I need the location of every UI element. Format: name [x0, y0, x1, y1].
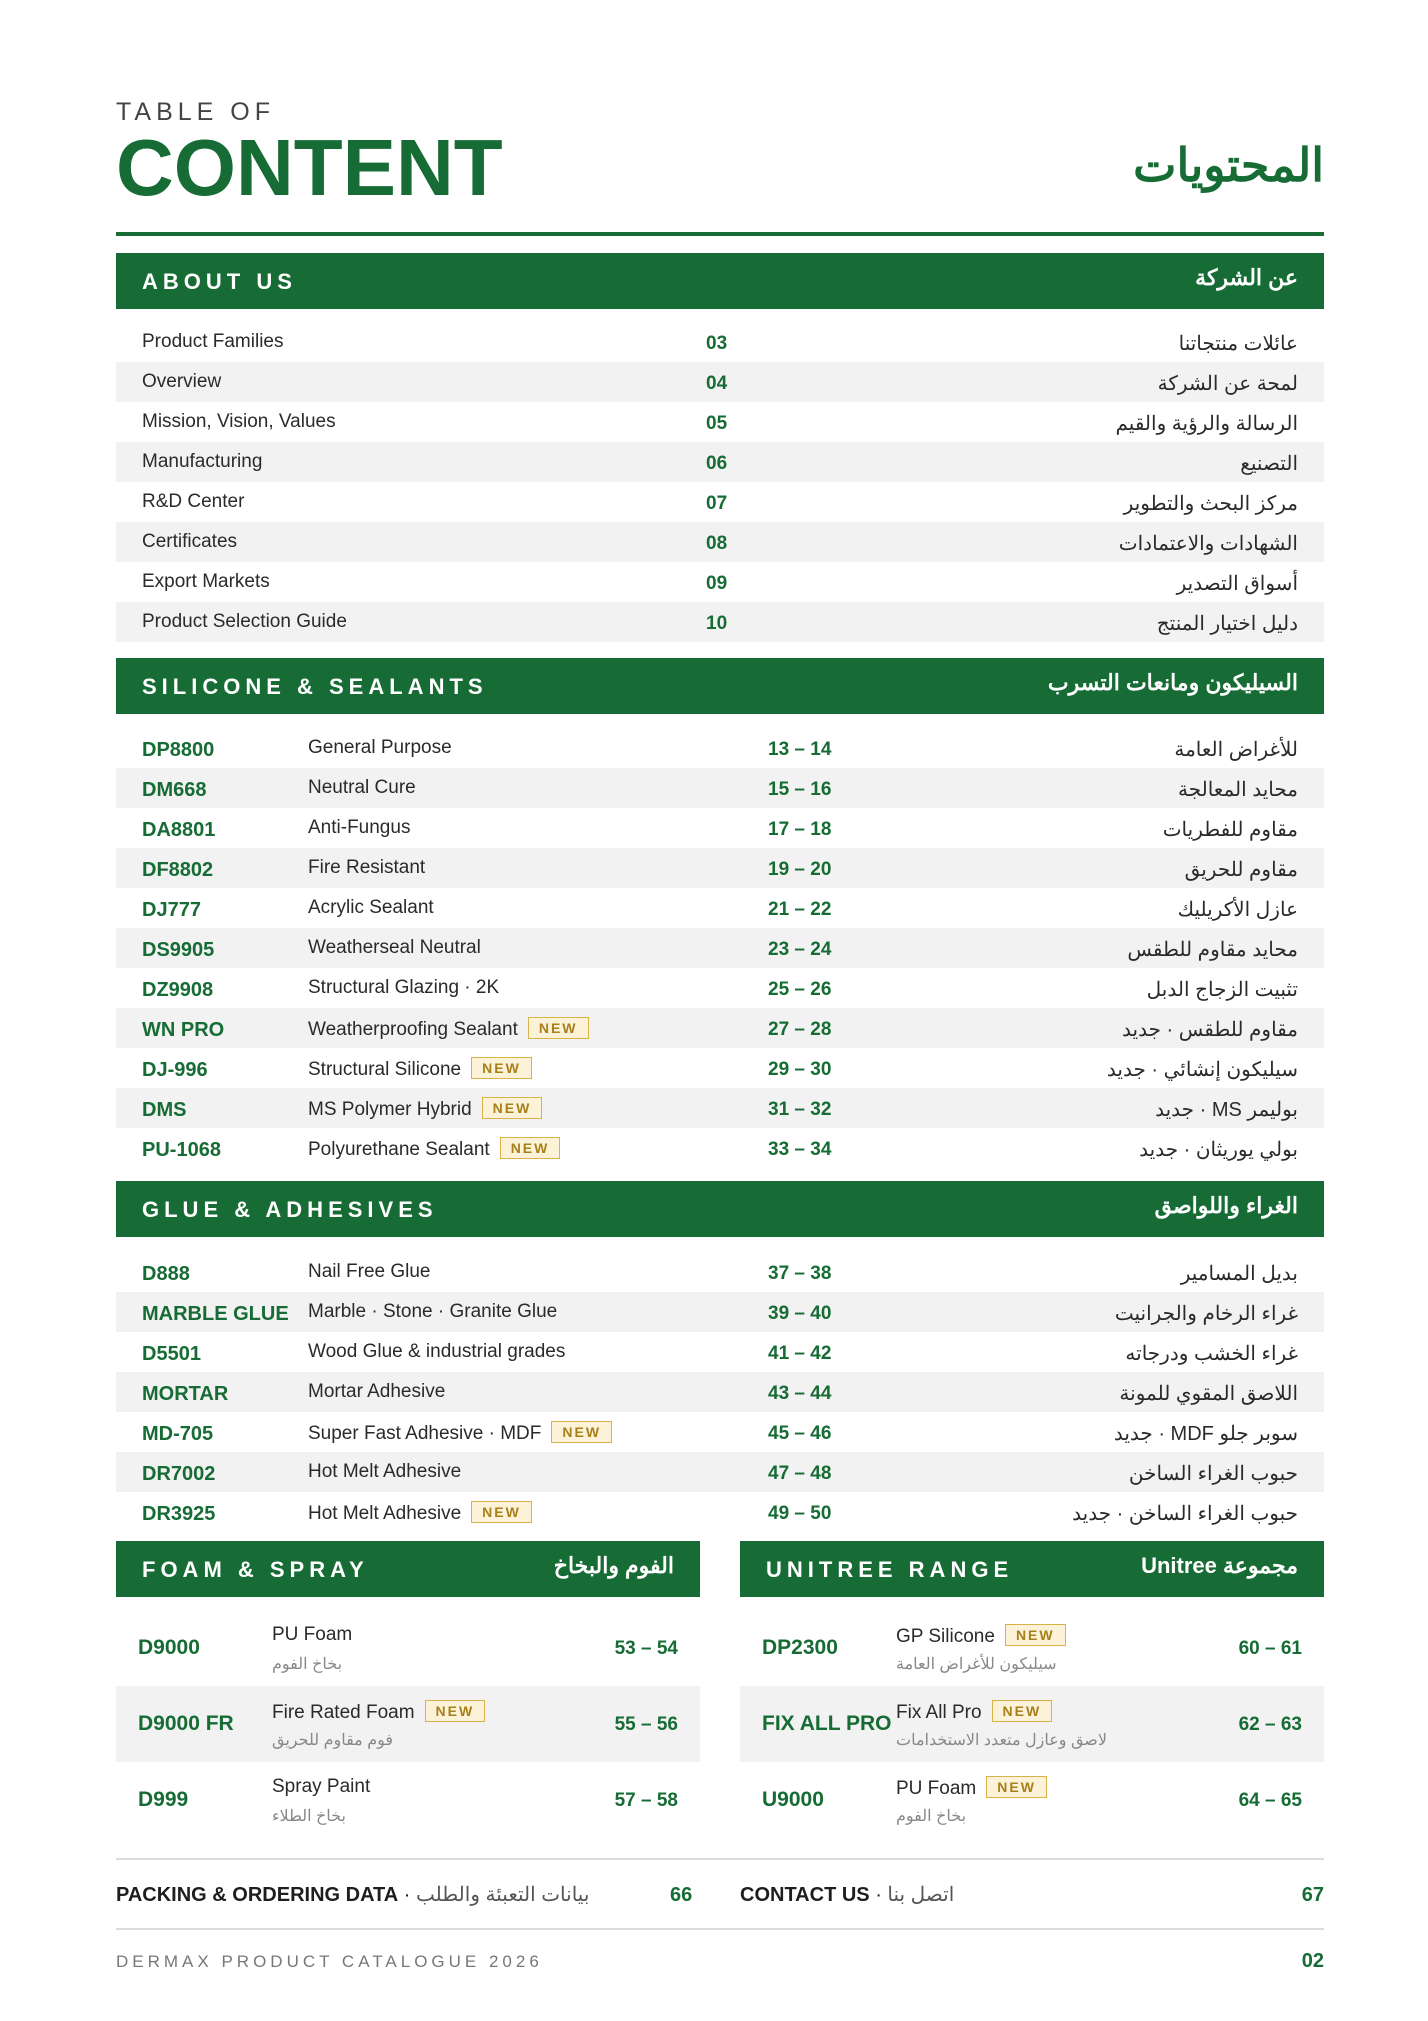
packing-title-en: PACKING & ORDERING DATA — [116, 1884, 399, 1906]
entry-title-en: Product Families — [142, 331, 284, 352]
product-description — [308, 1381, 445, 1403]
product-pages: 13 – 14 — [768, 739, 832, 760]
product-row[interactable] — [116, 728, 1324, 768]
product-title-ar: للأغراض العامة — [1174, 739, 1298, 761]
entry-title-ar: دليل اختيار المنتج — [1156, 613, 1298, 635]
section-header-glue — [116, 1181, 1324, 1237]
product-name-text: Fire Rated Foam — [272, 1702, 415, 1723]
entry-page: 07 — [706, 493, 728, 514]
product-title-ar: غراء الرخام والجرانيت — [1114, 1303, 1298, 1325]
section-title-ar: عن الشركة — [1195, 265, 1298, 290]
product-description — [308, 1461, 461, 1483]
section-header-silicone — [116, 658, 1324, 714]
product-title-ar: بديل المسامير — [1180, 1263, 1298, 1285]
product-pages: 19 – 20 — [768, 859, 832, 880]
product-title-ar: بولي يوريثان · جديد — [1139, 1139, 1298, 1161]
foam-list — [116, 1610, 700, 1838]
product-subtitle-ar: فوم مقاوم للحريق — [272, 1732, 394, 1749]
product-code: U9000 — [762, 1788, 824, 1811]
contact-page: 67 — [1301, 1884, 1324, 1906]
page-number: 02 — [1301, 1950, 1324, 1972]
product-pages: 37 – 38 — [768, 1263, 832, 1284]
product-description — [308, 1057, 532, 1081]
section-title-en: FOAM & SPRAY — [142, 1557, 369, 1582]
product-row[interactable] — [116, 1088, 1324, 1128]
product-description — [308, 1137, 560, 1161]
section-header-unitree — [740, 1541, 1324, 1597]
product-code: WN PRO — [142, 1019, 225, 1041]
product-code: D9000 FR — [138, 1712, 234, 1735]
toc-row[interactable] — [116, 522, 1324, 562]
product-code: PU-1068 — [142, 1139, 221, 1161]
entry-title-ar: لمحة عن الشركة — [1157, 373, 1298, 395]
product-pages: 49 – 50 — [768, 1503, 832, 1524]
product-card[interactable] — [116, 1762, 700, 1838]
product-code: DJ-996 — [142, 1059, 208, 1081]
product-description-text: Mortar Adhesive — [308, 1381, 446, 1402]
entry-title-ar: أسواق التصدير — [1176, 573, 1298, 595]
product-subtitle-ar: بخاخ الفوم — [896, 1808, 967, 1825]
section-header-about — [116, 253, 1324, 309]
product-pages: 41 – 42 — [768, 1343, 832, 1364]
product-row[interactable] — [116, 888, 1324, 928]
product-pages: 64 – 65 — [1238, 1790, 1302, 1811]
entry-title-en: Mission, Vision, Values — [142, 411, 336, 432]
header-divider — [116, 232, 1324, 236]
product-card[interactable] — [740, 1610, 1324, 1686]
entry-title-en: Export Markets — [142, 571, 270, 592]
product-title-ar: مقاوم للحريق — [1184, 859, 1298, 881]
entry-title-en: Certificates — [142, 531, 238, 552]
header-arabic-title: المحتويات — [1133, 139, 1324, 191]
product-pages: 27 – 28 — [768, 1019, 832, 1040]
product-name — [896, 1776, 1047, 1800]
product-description-text: Wood Glue & industrial grades — [308, 1341, 566, 1362]
product-subtitle-ar: بخاخ الطلاء — [272, 1808, 346, 1825]
product-name — [272, 1624, 352, 1646]
section-title-ar: السيليكون ومانعات التسرب — [1047, 670, 1298, 695]
product-title-ar: عازل الأكريليك — [1177, 899, 1298, 921]
product-description-text: Structural Silicone — [308, 1059, 462, 1080]
product-pages: 55 – 56 — [614, 1714, 678, 1735]
toc-row[interactable] — [116, 562, 1324, 602]
footer-divider-bottom — [116, 1928, 1324, 1930]
separator-dot: · — [403, 1884, 416, 1906]
product-pages: 15 – 16 — [768, 779, 832, 800]
product-title-ar: حبوب الغراء الساخن · جديد — [1072, 1503, 1298, 1525]
toc-row[interactable] — [116, 602, 1324, 642]
entry-title-ar: مركز البحث والتطوير — [1123, 493, 1298, 515]
new-badge: NEW — [425, 1700, 486, 1722]
toc-row[interactable] — [116, 442, 1324, 482]
product-description-text: Weatherproofing Sealant — [308, 1019, 518, 1040]
footer-divider-top — [116, 1858, 1324, 1860]
section-title-ar: الغراء واللواصق — [1154, 1193, 1298, 1218]
product-code: D999 — [138, 1788, 189, 1811]
product-description-text: General Purpose — [308, 737, 452, 758]
product-title-ar: سيليكون إنشائي · جديد — [1106, 1059, 1298, 1081]
entry-title-en: R&D Center — [142, 491, 245, 512]
product-pages: 43 – 44 — [768, 1383, 832, 1404]
section-title-en: GLUE & ADHESIVES — [142, 1197, 438, 1222]
product-name-text: Fix All Pro — [896, 1702, 982, 1723]
product-row[interactable] — [116, 1412, 1324, 1452]
product-row[interactable] — [116, 1332, 1324, 1372]
unitree-column — [740, 1541, 1324, 1838]
product-pages: 23 – 24 — [768, 939, 832, 960]
product-code: DF8802 — [142, 859, 214, 881]
product-title-ar: محايد مقاوم للطقس — [1127, 939, 1298, 961]
header-small-title: TABLE OF — [116, 98, 276, 126]
section-title-ar: مجموعة Unitree — [1141, 1553, 1298, 1578]
product-code: DM668 — [142, 779, 207, 801]
product-description — [308, 1301, 557, 1323]
product-row[interactable] — [116, 1252, 1324, 1292]
product-code: DA8801 — [142, 819, 216, 841]
new-badge: NEW — [1005, 1624, 1066, 1646]
product-description-text: Acrylic Sealant — [308, 897, 434, 918]
product-card[interactable] — [740, 1762, 1324, 1838]
product-description — [308, 1017, 589, 1041]
separator-dot: · — [875, 1884, 888, 1906]
entry-page: 03 — [706, 333, 728, 354]
entry-page: 06 — [706, 453, 728, 474]
product-subtitle-ar: لاصق وعازل متعدد الاستخدامات — [896, 1732, 1108, 1749]
product-name — [896, 1700, 1052, 1724]
product-card[interactable] — [116, 1610, 700, 1686]
product-description-text: Structural Glazing · 2K — [308, 977, 500, 998]
product-description-text: Fire Resistant — [308, 857, 426, 878]
product-row[interactable] — [116, 848, 1324, 888]
section-title-en: SILICONE & SEALANTS — [142, 674, 488, 699]
toc-row[interactable] — [116, 402, 1324, 442]
product-subtitle-ar: بخاخ الفوم — [272, 1656, 343, 1673]
entry-title-en: Overview — [142, 371, 222, 392]
product-pages: 29 – 30 — [768, 1059, 832, 1080]
product-code: DR3925 — [142, 1503, 216, 1525]
packing-link[interactable] — [116, 1882, 589, 1907]
packing-title-ar: بيانات التعبئة والطلب — [416, 1884, 590, 1906]
product-description-text: Weatherseal Neutral — [308, 937, 481, 958]
product-name — [272, 1700, 485, 1724]
entry-page: 04 — [706, 373, 728, 394]
new-badge: NEW — [500, 1137, 561, 1159]
packing-page: 66 — [670, 1884, 693, 1906]
product-description — [308, 777, 416, 799]
product-description-text: Marble · Stone · Granite Glue — [308, 1301, 558, 1322]
product-code: DS9905 — [142, 939, 215, 961]
entry-page: 05 — [706, 413, 728, 434]
new-badge: NEW — [471, 1501, 532, 1523]
product-code: MD-705 — [142, 1423, 214, 1445]
product-name-text: GP Silicone — [896, 1626, 995, 1647]
section-title-en: UNITREE RANGE — [766, 1557, 1014, 1582]
product-description-text: Super Fast Adhesive · MDF — [308, 1423, 542, 1444]
product-pages: 31 – 32 — [768, 1099, 832, 1120]
product-description-text: Neutral Cure — [308, 777, 416, 798]
product-row[interactable] — [116, 808, 1324, 848]
new-badge: NEW — [528, 1017, 589, 1039]
entry-title-ar: الشهادات والاعتمادات — [1118, 533, 1298, 555]
product-description — [308, 897, 434, 919]
product-description-text: MS Polymer Hybrid — [308, 1099, 472, 1120]
entry-title-ar: الرسالة والرؤية والقيم — [1115, 413, 1298, 435]
section-title-en: ABOUT US — [142, 269, 297, 294]
product-pages: 53 – 54 — [614, 1638, 678, 1659]
product-title-ar: مقاوم للطقس · جديد — [1122, 1019, 1298, 1041]
product-title-ar: تثبيت الزجاج الدبل — [1146, 979, 1298, 1001]
product-description — [308, 817, 410, 839]
product-pages: 25 – 26 — [768, 979, 832, 1000]
product-name-text: PU Foam — [896, 1778, 977, 1799]
unitree-list — [740, 1610, 1324, 1838]
contact-link[interactable] — [740, 1882, 954, 1907]
new-badge: NEW — [992, 1700, 1053, 1722]
product-code: D888 — [142, 1263, 190, 1285]
product-description — [308, 857, 425, 879]
product-title-ar: بوليمر MS · جديد — [1155, 1099, 1298, 1121]
entry-page: 10 — [706, 613, 728, 634]
new-badge: NEW — [551, 1421, 612, 1443]
product-row[interactable] — [116, 1008, 1324, 1048]
toc-row[interactable] — [116, 482, 1324, 522]
entry-title-en: Product Selection Guide — [142, 611, 347, 632]
product-code: MORTAR — [142, 1383, 229, 1405]
product-description — [308, 977, 499, 999]
product-description-text: Hot Melt Adhesive — [308, 1503, 462, 1524]
toc-row[interactable] — [116, 362, 1324, 402]
foam-column — [116, 1541, 700, 1838]
product-description-text: Nail Free Glue — [308, 1261, 431, 1282]
product-pages: 62 – 63 — [1238, 1714, 1302, 1735]
product-row[interactable] — [116, 768, 1324, 808]
product-pages: 33 – 34 — [768, 1139, 832, 1160]
product-description-text: Anti-Fungus — [308, 817, 411, 838]
product-code: D5501 — [142, 1343, 201, 1365]
product-pages: 17 – 18 — [768, 819, 832, 840]
new-badge: NEW — [986, 1776, 1047, 1798]
product-row[interactable] — [116, 1372, 1324, 1412]
product-pages: 57 – 58 — [614, 1790, 678, 1811]
entry-title-ar: عائلات منتجاتنا — [1178, 333, 1298, 355]
section-header-foam — [116, 1541, 700, 1597]
product-title-ar: سوبر جلو MDF · جديد — [1113, 1423, 1298, 1445]
entry-title-ar: التصنيع — [1240, 453, 1298, 475]
product-subtitle-ar: سيليكون للأغراض العامة — [896, 1656, 1057, 1673]
product-row[interactable] — [116, 1048, 1324, 1088]
new-badge: NEW — [482, 1097, 543, 1119]
product-row[interactable] — [116, 1452, 1324, 1492]
product-name — [272, 1776, 370, 1798]
product-code: DZ9908 — [142, 979, 214, 1001]
silicone-list — [116, 728, 1324, 1168]
product-title-ar: محايد المعالجة — [1177, 779, 1298, 801]
contact-title-ar: اتصل بنا — [887, 1884, 955, 1906]
entry-page: 08 — [706, 533, 728, 554]
product-name — [896, 1624, 1066, 1648]
toc-page — [116, 0, 1324, 1972]
product-description-text: Polyurethane Sealant — [308, 1139, 490, 1160]
product-code: MARBLE GLUE — [142, 1303, 289, 1325]
product-title-ar: غراء الخشب ودرجاته — [1125, 1343, 1298, 1365]
toc-row[interactable] — [116, 322, 1324, 362]
product-card[interactable] — [116, 1686, 700, 1762]
product-description — [308, 1261, 431, 1283]
product-description-text: Hot Melt Adhesive — [308, 1461, 462, 1482]
contact-title-en: CONTACT US — [740, 1884, 870, 1906]
product-code: DP8800 — [142, 739, 215, 761]
product-pages: 60 – 61 — [1238, 1638, 1302, 1659]
product-title-ar: حبوب الغراء الساخن — [1128, 1463, 1298, 1485]
header-big-title: CONTENT — [116, 123, 503, 212]
product-description — [308, 1097, 542, 1121]
product-description — [308, 737, 452, 759]
entry-page: 09 — [706, 573, 728, 594]
product-pages: 39 – 40 — [768, 1303, 832, 1324]
product-row[interactable] — [116, 1128, 1324, 1168]
product-description — [308, 1501, 532, 1525]
product-row[interactable] — [116, 928, 1324, 968]
product-code: FIX ALL PRO — [762, 1712, 892, 1735]
product-title-ar: اللاصق المقوي للمونة — [1119, 1383, 1298, 1405]
product-name-text: PU Foam — [272, 1624, 353, 1645]
product-code: DJ777 — [142, 899, 201, 921]
section-title-ar: الفوم والبخاخ — [553, 1553, 674, 1578]
product-code: DP2300 — [762, 1636, 838, 1659]
product-row[interactable] — [116, 1492, 1324, 1532]
product-description — [308, 1421, 612, 1445]
product-description — [308, 937, 481, 959]
new-badge: NEW — [471, 1057, 532, 1079]
product-name-text: Spray Paint — [272, 1776, 371, 1797]
product-card[interactable] — [740, 1686, 1324, 1762]
product-pages: 45 – 46 — [768, 1423, 832, 1444]
page-header — [116, 0, 1324, 232]
product-code: DMS — [142, 1099, 187, 1121]
product-row[interactable] — [116, 1292, 1324, 1332]
glue-list — [116, 1252, 1324, 1532]
product-pages: 47 – 48 — [768, 1463, 832, 1484]
product-code: D9000 — [138, 1636, 200, 1659]
product-row[interactable] — [116, 968, 1324, 1008]
product-title-ar: مقاوم للفطريات — [1162, 819, 1298, 841]
entry-title-en: Manufacturing — [142, 451, 263, 472]
product-description — [308, 1341, 565, 1363]
about-list — [116, 322, 1324, 642]
product-code: DR7002 — [142, 1463, 216, 1485]
catalogue-name: DERMAX PRODUCT CATALOGUE 2026 — [116, 1952, 543, 1971]
product-pages: 21 – 22 — [768, 899, 832, 920]
